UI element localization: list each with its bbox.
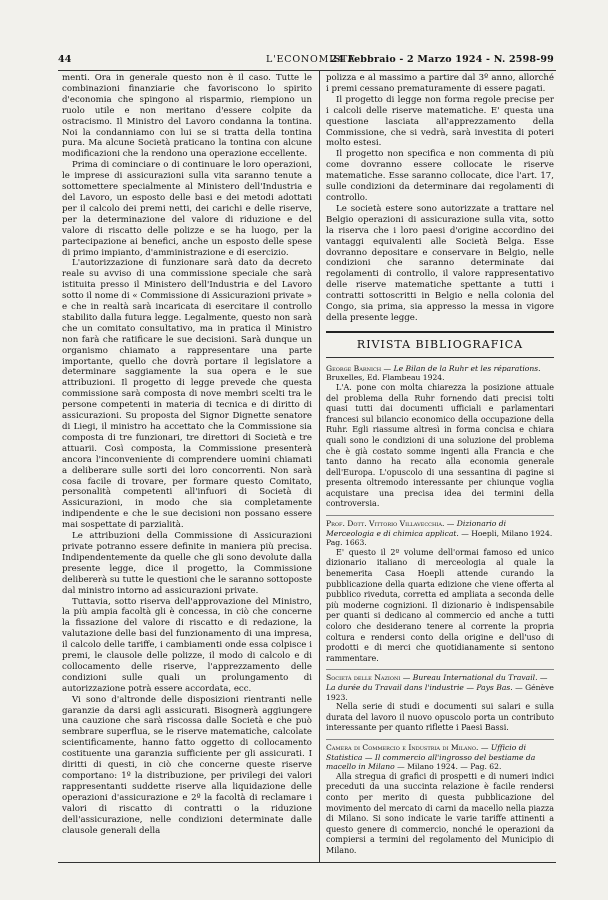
entry-details: Milano 1924. — Pag. 62. xyxy=(407,762,502,772)
left-paragraph: Vi sono d'altronde delle disposizioni rientranti nelle garanzie da darsi agli assicurati. Bisognerà aggiungere una cauzione che sarà riscossa dalle Società e che può sembrare superflua, se le riserve matematiche, calcolate scientificamente, hanno fatto oggetto di collocamento costituente una garanzia sufficiente per gli assicurati. I diritti di questi, in ciò che concerne queste riserve comportano: 1º la distribuzione, per privilegi dei valori rappresentanti suddette riserve alla liquidazione delle operazioni d'assicurazione e 2º la facoltà di reclamare i valori di riscatto di contratti o la riduzione dell'assicurazione, nelle condizioni determinate dalle clausole generali della xyxy=(62,694,312,836)
entry-details: Hoepli, Milano 1924. Pag. 1663. xyxy=(326,528,553,548)
entry-author: Camera di Commercio e Industria di Milano. xyxy=(326,742,479,752)
left-paragraph: Tuttavia, sotto riserva dell'approvazione del Ministro, la più ampia facoltà gli è concessa, in ciò che concerne la fissazione del valore di riscatto e di redazione, la valutazione delle basi del funzionamento di una impresa, il calcolo delle tariffe, i cambiamenti onde essa colpisce i premi, le clausole delle polizze, il modo di calcolo e di collocamento delle riserve, l'apprezzamento delle condizioni sulle quali un prolungamento di autorizzazione potrà essere accordata, ecc. xyxy=(62,596,312,694)
right-column xyxy=(326,73,554,856)
entry-body xyxy=(326,383,554,510)
entry-title: Ufficio di Statistica — Il commercio all'ingrosso del bestiame da macello in Milano xyxy=(326,742,536,772)
entry-heading: Società delle Nazioni — Bureau International du Travail. — La durée du Travail dans l'industrie — Pays Bas. — Génève 1923. xyxy=(326,673,554,702)
header-rule xyxy=(58,70,556,71)
entry-paragraph: Nella serie di studi e documenti sui salari e sulla durata del lavoro il nuovo opuscolo porta un contributo interessante per quanto riflette i Paesi Bassi. xyxy=(326,702,554,733)
footer-rule xyxy=(58,862,556,863)
section-title: RIVISTA BIBLIOGRAFICA xyxy=(326,331,554,358)
entry-title: Dizionario di Merceologia e di chimica applicat. xyxy=(326,519,507,538)
entry-author: George Barnich xyxy=(326,363,382,373)
entry-title: Bureau International du Travail. — La durée du Travail dans l'industrie — Pays Bas. xyxy=(326,673,548,692)
right-paragraph: polizza e al massimo a partire dal 3º anno, allorché i premi cessano prematuramente di essere pagati. xyxy=(326,73,554,94)
journal-title: L'ECONOMISTA xyxy=(266,54,356,65)
entry-author: Società delle Nazioni xyxy=(326,673,401,683)
bibliography-entry xyxy=(326,364,554,510)
entry-heading: Camera di Commercio e Industria di Milano. — Ufficio di Statistica — Il commercio all'ingrosso del bestiame da macello in Milano — Milano 1924. — Pag. 62. xyxy=(326,742,536,772)
left-paragraph: L'autorizzazione di funzionare sarà dato da decreto reale su avviso di una commissione speciale che sarà istituita presso il Ministero dell'Industria e del Lavoro sotto il nome di « Commissione di Assicurazioni private » e che in realtà sarà incaricata di esercitare il controllo stabilito dalla futura legge. Legalmente, questo non sarà che un comitato consultativo, ma in pratica il Ministro non farà che ratificare le sue decisioni. Sarà dunque un organismo chiamato a rappresentare una parte importante, quello che dovrà portare il legislatore a determinare saggiamente la sua opera e le sue attribuzioni. Il progetto di legge prevede che questa commissione sarà composta di nove membri scelti tra le persone competenti in materia di tecnica e di diritto di assicurazioni. Su proposta del Signor Dignette senatore di Liegi, il ministro ha accettato che la Commissione sia composta di tre funzionari, tre direttori di Società e tre attuarii. Così composta, la Commissione presenterà ancora l'inconveniente di comprendere uomini chiamati a deliberare sulle sorti dei loro concorrenti. Non sarà cosa facile di trovare, per formare questo Comitato, personalità competenti all'infuori di Società di Assicurazioni, in modo che sia completamente indipendente e che le sue decisioni non possano essere mai sospettate di parzialità. xyxy=(62,258,312,531)
column-divider xyxy=(319,71,320,862)
bibliography-entry xyxy=(326,515,554,664)
issue-date: 24 Febbraio - 2 Marzo 1924 - N. 2598-99 xyxy=(330,54,554,65)
entry-author: Prof. Dott. Vittorio Villavecchia. xyxy=(326,519,445,529)
left-paragraph: Prima di cominciare o di continuare le loro operazioni, le imprese di assicurazioni sulla vita saranno tenute a sottomettere specialmente al Ministero dell'Industria e del Lavoro, un esposto delle basi e dei metodi adottati per il calcolo dei premi netti, dei carichi e delle riserve, per la determinazione del valore di riduzione e del valore di riscatto delle polizze e se ha luogo, per la partecipazione ai benefici, anche un esposto delle spese di primo impianto, d'amministrazione e di esercizio. xyxy=(62,160,312,258)
entry-details: Bruxelles, Ed. Flambeau 1924. xyxy=(326,373,445,383)
bibliography-entry xyxy=(326,669,554,734)
right-paragraph: Le società estere sono autorizzate a trattare nel Belgio operazioni di assicurazione sulla vita, sotto la riserva che i loro paesi d'origine accordino dei vantaggi equivalenti alle Società Belga. Esse dovranno depositare e conservare in Belgio, nelle condizioni che saranno determinate dai regolamenti di controllo, il valore rappresentativo delle riserve matematiche spettante a tutti i contratti sottoscritti in Belgio e nella colonia del Congo, sia prima, sia appresso la messa in vigore della presente legge. xyxy=(326,203,554,323)
entry-details: Génève 1923. xyxy=(326,682,554,702)
right-paragraph: Il progetto non specifica e non commenta di più come dovranno essere collocate le riserve matematiche. Esse saranno collocate, dice l'art. 17, sulle condizioni da determinare dai regolamenti di controllo. xyxy=(326,149,554,203)
entry-paragraph: E' questo il 2º volume dell'ormai famoso ed unico dizionario italiano di merceologia al quale la benemerita Casa Hoepli attende curando la pubblicazione della quarta edizione che viene offerta al pubblico riveduta, corretta ed ampliata a seconda delle più moderne cognizioni. Il dizionario è indispensabile per quanti si dedicano al commercio ed anche a tutti coloro che desiderano tenere al corrente la propria coltura e rendersi conto della origine e dell'uso di prodotti e di merci che quotidianamente si sentono rammentare. xyxy=(326,547,554,663)
bibliography-entry xyxy=(326,739,554,857)
entry-title: Le Bilan de la Ruhr et les réparations. xyxy=(393,363,541,373)
entry-paragraph: Alla stregua di grafici di prospetti e di numeri indici preceduti da una succinta relazione è facile rendersi conto per merito di questa pubblicazione del movimento del mercato di carni da macello nella piazza di Milano. Si sono indicate le varie tariffe attinenti a questo genere di commercio, nonché le operazioni da compiersi a termini del regolamento del Municipio di Milano. xyxy=(326,771,554,855)
entry-body xyxy=(326,702,554,734)
entry-heading: Prof. Dott. Vittorio Villavecchia. — Dizionario di Merceologia e di chimica applicat. — Hoepli, Milano 1924. Pag. 1663. xyxy=(326,519,553,548)
right-paragraph: Il progetto di legge non forma regole precise per i calcoli delle riserve matematiche. E' questa una questione lasciata all'apprezzamento della Commissione, che si vedrà, sarà investita di poteri molto estesi. xyxy=(326,94,554,149)
entry-paragraph: L'A. pone con molta chiarezza la posizione attuale del problema della Ruhr fornendo dati precisi tolti quasi tutti dai documenti ufficiali e parlamentari francesi sul bilancio economico della occupazione della Ruhr. Egli riassume altresì in forma concisa e chiara quali sono le condizioni di una soluzione del problema che è già costato somme ingenti alla Francia e che tanto danno ha recato alla economia generale dell'Europa. L'opuscolo di una sessantina di pagine si presenta oltremodo interessante per chiunque voglia acquistare una precisa idea dei termini della controversia. xyxy=(326,382,554,509)
running-header xyxy=(58,52,554,68)
entry-body xyxy=(326,772,554,857)
entry-heading: George Barnich — Le Bilan de la Ruhr et les réparations. Bruxelles, Ed. Flambeau 1924. xyxy=(326,363,541,383)
left-paragraph: menti. Ora in generale questo non è il caso. Tutte le combinazioni finanziarie che favoriscono lo spirito d'economia che spingono al risparmio, riempiono un ruolo utile e non meritano d'essere colpite da ostracismo. Il Ministro del Lavoro condanna la tontina. Noi la condanniamo con lui se si tratta della tontina pura. Ma alcune Società praticano la tontina con alcune modificazioni che la rendono una operazione eccellente. xyxy=(62,73,312,160)
page-number: 44 xyxy=(58,54,72,65)
left-paragraph: Le attribuzioni della Commissione di Assicurazioni private potranno essere definite in maniera più precisa. Indipendentemente da quelle che gli sono devolute dalla presente legge, dice il progetto, la Commissione delibererà su tutte le questioni che le saranno sottoposte dal ministro intorno ad assicurazioni private. xyxy=(62,531,312,596)
entry-body xyxy=(326,548,554,665)
left-column xyxy=(62,73,312,836)
